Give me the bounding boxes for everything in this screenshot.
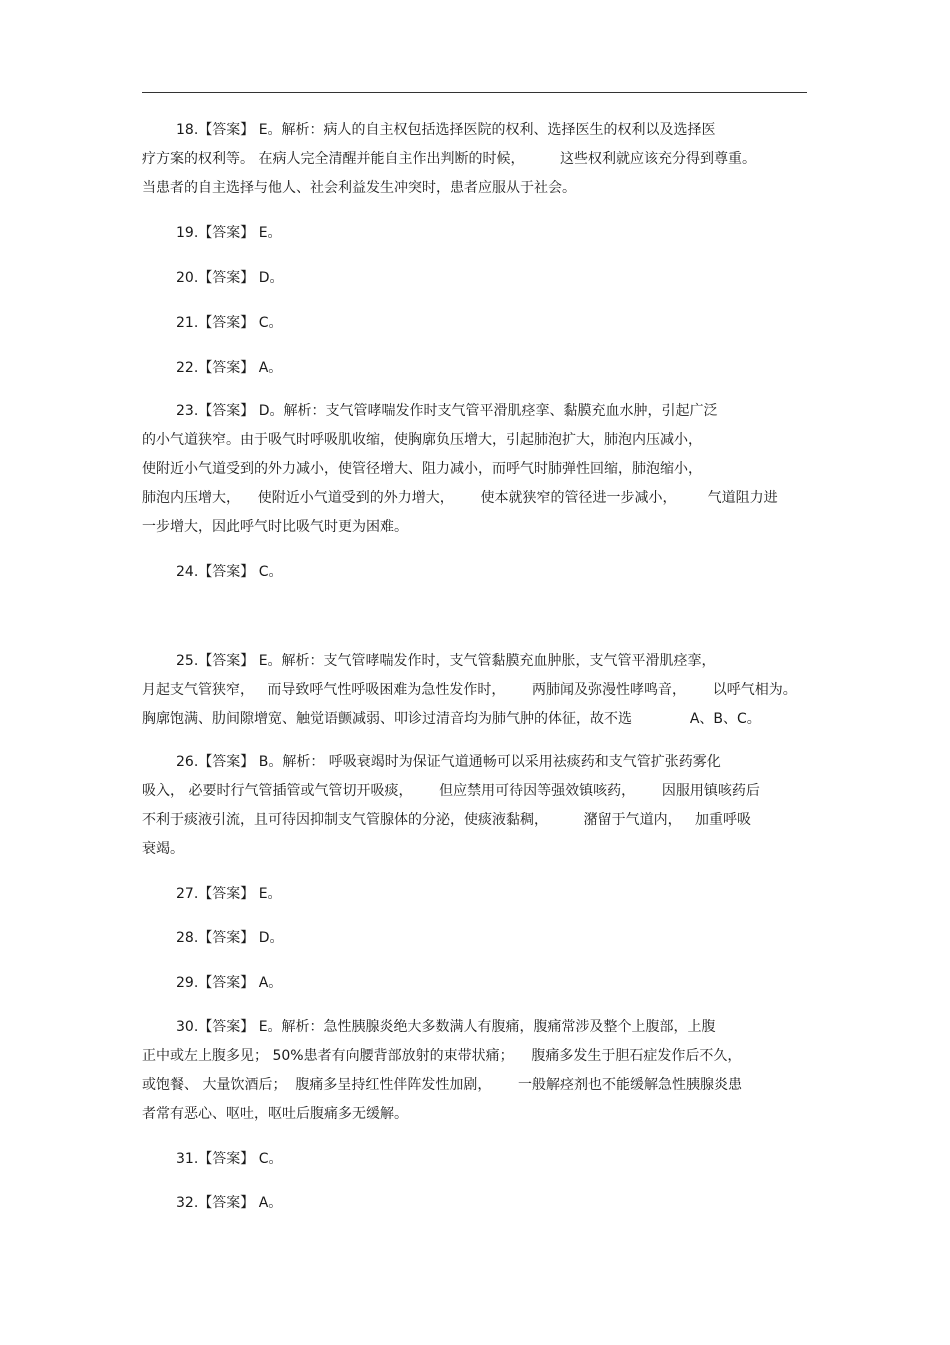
- header-rule: [142, 92, 807, 93]
- answer-18-line-1: 18.【答案】 E。解析：病人的自主权包括选择医院的权利、选择医生的权利以及选择医: [176, 122, 716, 138]
- answer-27: 27.【答案】 E。: [176, 886, 282, 902]
- answer-23-line-5: 一步增大，因此呼气时比吸气时更为困难。: [142, 519, 408, 535]
- answer-26-line-1: 26.【答案】 B。解析： 呼吸衰竭时为保证气道通畅可以采用祛痰药和支气管扩张药雾化: [176, 754, 721, 770]
- answer-30-line-1: 30.【答案】 E。解析：急性胰腺炎绝大多数满人有腹痛，腹痛常涉及整个上腹部，上腹: [176, 1019, 716, 1035]
- answer-22: 22.【答案】 A。: [176, 360, 283, 376]
- answer-18-line-3: 当患者的自主选择与他人、社会利益发生冲突时，患者应服从于社会。: [142, 180, 576, 196]
- answer-25-line-2: 月起支气管狭窄， 而导致呼气性呼吸困难为急性发作时， 两肺闻及弥漫性哮鸣音， 以呼气相为。: [142, 682, 797, 698]
- answer-23-line-4: 肺泡内压增大， 使附近小气道受到的外力增大， 使本就狭窄的管径进一步减小， 气道阻力进: [142, 490, 778, 506]
- answer-21: 21.【答案】 C。: [176, 315, 283, 331]
- answer-30-line-4: 者常有恶心、呕吐，呕吐后腹痛多无缓解。: [142, 1106, 408, 1122]
- answer-20: 20.【答案】 D。: [176, 270, 284, 286]
- answer-26-line-3: 不利于痰液引流，且可待因抑制支气管腺体的分泌，使痰液黏稠， 潴留于气道内， 加重呼吸: [142, 812, 751, 828]
- answer-19: 19.【答案】 E。: [176, 225, 282, 241]
- answer-30-line-3: 或饱餐、 大量饮酒后； 腹痛多呈持红性伴阵发性加剧， 一般解痉剂也不能缓解急性胰腺炎患: [142, 1077, 743, 1093]
- answer-26-line-2: 吸入， 必要时行气管插管或气管切开吸痰， 但应禁用可待因等强效镇咳药， 因服用镇咳药后: [142, 783, 760, 799]
- answer-23-line-1: 23.【答案】 D。解析：支气管哮喘发作时支气管平滑肌痉挛、黏膜充血水肿，引起广泛: [176, 403, 718, 419]
- answer-24: 24.【答案】 C。: [176, 564, 283, 580]
- answer-29: 29.【答案】 A。: [176, 975, 283, 991]
- answer-30-line-2: 正中或左上腹多见； 50%患者有向腰背部放射的束带状痛； 腹痛多发生于胆石症发作后不久，: [142, 1048, 742, 1064]
- answer-18-line-2: 疗方案的权利等。 在病人完全清醒并能自主作出判断的时候， 这些权利就应该充分得到尊重。: [142, 151, 757, 167]
- answer-25-line-1: 25.【答案】 E。解析：支气管哮喘发作时，支气管黏膜充血肿胀，支气管平滑肌痉挛，: [176, 653, 716, 669]
- answer-32: 32.【答案】 A。: [176, 1195, 283, 1211]
- answer-26-line-4: 衰竭。: [142, 841, 184, 857]
- answer-28: 28.【答案】 D。: [176, 930, 284, 946]
- answer-31: 31.【答案】 C。: [176, 1151, 283, 1167]
- answer-25-line-3: 胸廓饱满、肋间隙增宽、触觉语颤减弱、叩诊过清音均为肺气肿的体征，故不选 A、B、C。: [142, 711, 761, 727]
- answer-23-line-3: 使附近小气道受到的外力减小，使管径增大、阻力减小，而呼气时肺弹性回缩，肺泡缩小，: [142, 461, 702, 477]
- answer-23-line-2: 的小气道狭窄。由于吸气时呼吸肌收缩，使胸廓负压增大，引起肺泡扩大，肺泡内压减小，: [142, 432, 702, 448]
